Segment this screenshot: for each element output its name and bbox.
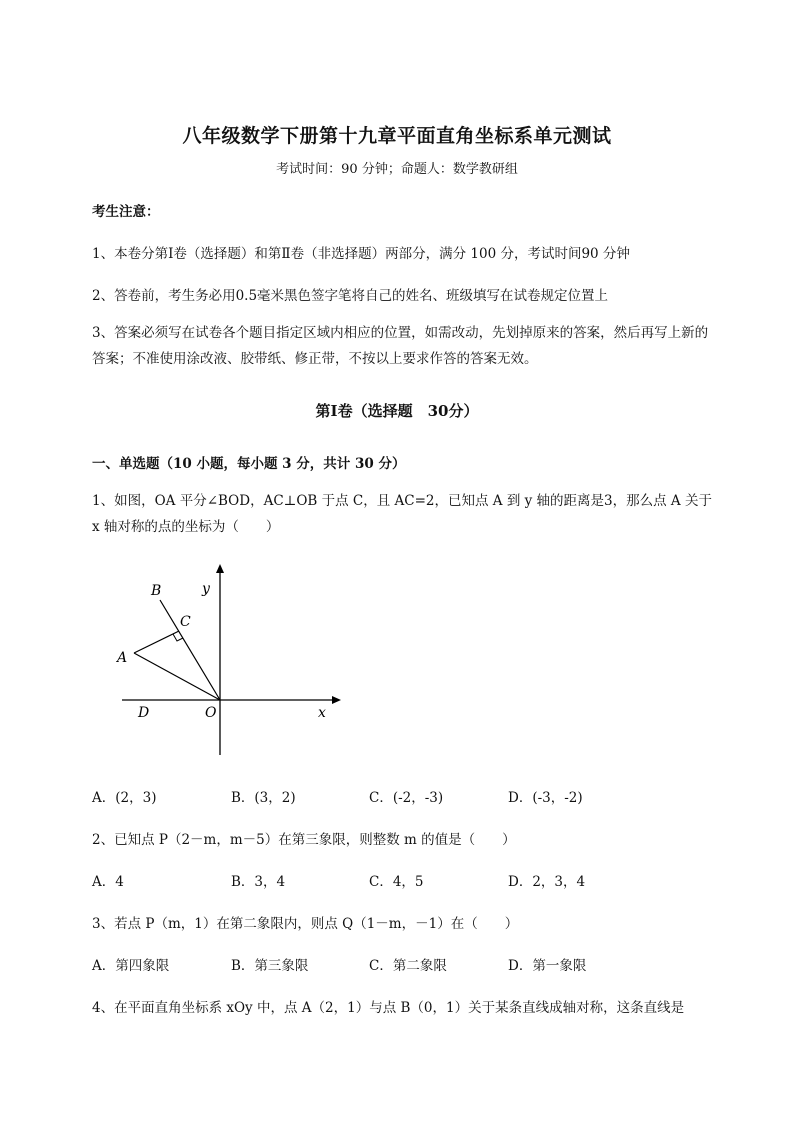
- question-2-option-b: B．3，4: [231, 874, 286, 890]
- question-1-option-a: A．(2，3): [92, 790, 157, 806]
- notice-heading: 考生注意：: [92, 204, 160, 220]
- question-4-stem: 4、在平面直角坐标系 xOy 中，点 A（2，1）与点 B（0，1）关于某条直线成轴对称，这条直线是: [92, 1000, 685, 1016]
- question-1-option-c: C．(-2，-3): [369, 790, 444, 806]
- notice-item-3: 3、答案必须写在试卷各个题目指定区域内相应的位置，如需改动，先划掉原来的答案，然后再写上新的答案；不准使用涂改液、胶带纸、修正带，不按以上要求作答的答案无效。: [92, 325, 709, 367]
- x-axis-arrow-icon: [332, 696, 341, 704]
- question-1-option-b: B．(3，2): [231, 790, 296, 806]
- question-1-stem: 1、如图，OA 平分∠BOD，AC⊥OB 于点 C，且 AC=2，已知点 A 到 y 轴的距离是3，那么点 A 关于 x 轴对称的点的坐标为（ ）: [92, 493, 712, 535]
- label-y: y: [202, 581, 210, 597]
- question-2-option-a: A．4: [92, 874, 124, 890]
- question-3-option-d: D．第一象限: [508, 958, 587, 974]
- segment-oa: [134, 653, 220, 700]
- question-2-option-c: C．4，5: [369, 874, 424, 890]
- question-3-option-c: C．第二象限: [369, 958, 447, 974]
- notice-item-2: 2、答卷前，考生务必用0.5毫米黑色签字笔将自己的姓名、班级填写在试卷规定位置上: [92, 288, 609, 304]
- notice-item-1: 1、本卷分第Ⅰ卷（选择题）和第Ⅱ卷（非选择题）两部分，满分 100 分，考试时间90 分钟: [92, 246, 630, 262]
- question-3-option-b: B．第三象限: [231, 958, 309, 974]
- question-3-option-a: A．第四象限: [92, 958, 170, 974]
- label-d: D: [138, 705, 150, 721]
- question-1-figure: [110, 560, 350, 760]
- y-axis-arrow-icon: [216, 564, 224, 573]
- segment-ac: [134, 631, 179, 653]
- question-2-option-d: D．2，3，4: [508, 874, 586, 890]
- question-3-stem: 3、若点 P（m，1）在第二象限内，则点 Q（1－m，－1）在（ ）: [92, 916, 519, 932]
- exam-info: 考试时间：90 分钟；命题人：数学教研组: [276, 162, 518, 177]
- label-b: B: [151, 583, 162, 599]
- label-o: O: [205, 705, 217, 721]
- label-x: x: [318, 705, 326, 721]
- question-1-option-d: D．(-3，-2): [508, 790, 583, 806]
- section-heading: 一、单选题（10 小题，每小题 3 分，共计 30 分）: [92, 456, 406, 472]
- part-title: 第Ⅰ卷（选择题 30分）: [315, 402, 479, 420]
- label-a: A: [117, 650, 128, 666]
- question-2-stem: 2、已知点 P（2－m，m－5）在第三象限，则整数 m 的值是（ ）: [92, 832, 516, 848]
- page-title: 八年级数学下册第十九章平面直角坐标系单元测试: [182, 125, 612, 147]
- label-c: C: [180, 614, 191, 630]
